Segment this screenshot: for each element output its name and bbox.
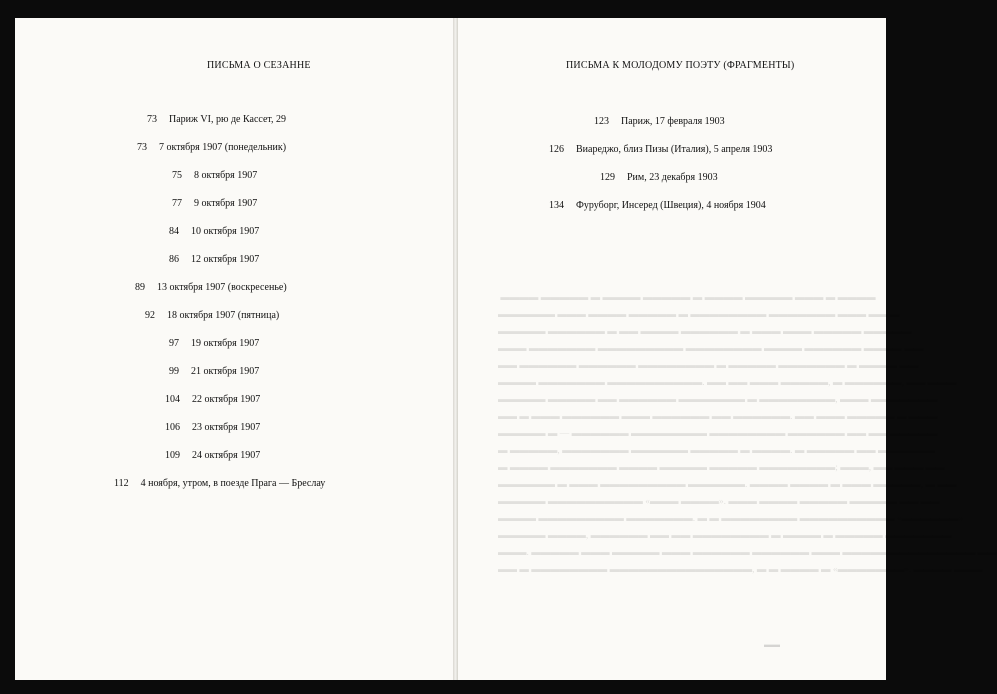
show-through-text: ▬▬▬▬ ▬▬▬▬▬ ▬ ▬▬▬▬ ▬▬▬▬▬ ▬ ▬▬▬▬ ▬▬▬▬▬ ▬▬▬ ▬ ▬▬▬▬ ▬▬▬▬▬▬ ▬▬▬ ▬▬▬▬ ▬▬▬▬▬ ▬ ▬▬▬▬▬▬▬▬ ▬▬▬▬▬▬▬ ▬▬▬ ▬▬ ▬ ▬▬▬▬▬ ▬▬▬▬▬▬ ▬ ▬▬ ▬▬▬▬ ▬▬▬▬▬▬ ▬ ▬▬▬ ▬▬▬ ▬▬▬▬▬ ▬▬▬▬▬ ▬▬▬ ▬▬▬▬▬▬▬ ▬▬▬▬▬▬▬▬▬ ▬▬▬▬▬▬▬▬ ▬▬▬▬ ▬▬▬▬▬▬ ▬▬▬▬ ▬▬ ▬▬ ▬▬▬▬▬▬ ▬▬▬▬▬▬ ▬▬▬▬▬▬▬▬ ▬ ▬▬▬▬▬ ▬▬▬▬▬▬▬ ▬ ▬▬▬▬ ▬▬ ▬▬▬▬ ▬▬▬▬▬▬▬ ▬▬▬▬▬▬▬▬▬▬. ▬▬ ▬▬ ▬▬▬ ▬▬▬▬▬, ▬ ▬▬▬▬▬▬, ▬▬ ▬▬▬ ▬▬▬▬▬ ▬▬▬▬▬ ▬▬ ▬▬▬▬▬▬ ▬▬▬▬▬▬▬ ▬ ▬▬▬▬▬▬▬▬, ▬▬▬ ▬▬▬▬▬▬▬ ▬▬ ▬ ▬▬▬ ▬▬▬▬▬▬ ▬▬▬ ▬▬▬▬▬▬ ▬▬ ▬▬▬▬▬▬. ▬▬ ▬▬▬ ▬▬▬▬▬ ▬ ▬▬▬ ▬▬▬▬▬ ▬ — ▬▬▬▬▬▬ ▬▬▬▬▬▬▬▬ ▬▬▬▬▬▬▬▬ ▬▬▬▬▬▬ ▬▬ ▬▬ ▬▬▬▬▬ ▬ ▬▬▬▬▬, ▬▬▬▬▬▬▬ ▬▬▬▬▬▬ ▬▬▬▬▬ ▬ ▬▬▬▬. ▬ ▬▬▬▬▬ ▬▬ ▬▬▬▬▬▬ ▬ ▬▬▬▬ ▬▬▬▬▬▬▬ ▬▬▬▬ ▬▬▬▬▬ ▬▬▬▬▬ ▬▬▬▬▬▬▬▬; ▬▬▬, ▬▬ ▬▬▬ ▬▬ ▬▬▬▬▬▬ ▬ ▬▬▬ ▬▬▬▬▬▬▬▬▬ ▬▬▬▬▬▬. ▬▬▬▬ ▬▬▬▬ ▬ ▬▬▬ ▬▬▬▬▬, ▬ ▬▬ ▬▬▬▬▬ ▬▬▬▬▬▬▬▬▬▬ «▬▬▬ ▬▬▬▬». ▬▬▬ ▬▬▬▬ ▬▬▬▬▬ ▬▬▬▬▬ ▬▬ ▬▬ ▬▬▬▬ ▬▬▬▬▬▬▬▬▬ ▬▬▬▬▬▬▬. ▬ ▬ ▬▬▬▬▬▬▬▬ ▬▬▬▬▬▬▬▬▬▬ «▬▬▬▬▬▬» ▬▬▬▬▬ ▬▬▬▬, ▬▬▬▬▬▬ ▬▬ ▬▬ ▬▬▬▬▬▬▬▬ ▬ ▬▬▬▬ ▬ ▬▬▬▬▬ ▬▬▬▬▬▬▬ ▬▬▬. ▬▬▬▬▬ ▬▬▬ ▬▬▬▬▬ ▬▬▬ ▬▬▬▬▬▬ ▬▬▬▬▬▬ ▬▬▬ ▬▬▬▬▬▬▬▬▬▬▬▬▬▬ ▬▬ ▬▬ ▬ ▬▬▬▬▬▬▬▬ ▬▬▬▬▬▬▬▬▬▬▬▬▬▬▬, ▬ ▬ ▬▬▬▬ ▬ «▬▬▬▬▬▬▬». ▬▬▬▬ ▬▬▬ — [498, 293, 997, 575]
toc-entry — [169, 366, 259, 377]
toc-entry — [145, 310, 279, 321]
toc-entry-text: 21 октября 1907 — [191, 366, 260, 377]
toc-entry — [114, 478, 325, 489]
toc-entry-text: Париж, 17 февраля 1903 — [621, 116, 725, 127]
toc-entry-text: 10 октября 1907 — [191, 226, 260, 237]
toc-entry — [549, 144, 772, 155]
toc-entry-text: 13 октября 1907 (воскресенье) — [157, 282, 287, 293]
toc-page-number: 134 — [549, 200, 564, 211]
toc-page-number: 109 — [165, 450, 180, 461]
toc-entry — [169, 226, 259, 237]
toc-entry — [549, 200, 766, 211]
toc-entry — [165, 394, 260, 405]
toc-page-number: 73 — [147, 114, 157, 125]
toc-entry — [165, 450, 260, 461]
toc-entry-text: 22 октября 1907 — [192, 394, 261, 405]
toc-entry-text: 18 октября 1907 (пятница) — [167, 310, 280, 321]
toc-entry — [135, 282, 287, 293]
toc-page-number: 89 — [135, 282, 145, 293]
toc-entry-text: Фуруборг, Инсеред (Швеция), 4 ноября 1904 — [576, 200, 766, 211]
toc-page-number: 86 — [169, 254, 179, 265]
toc-page-number: 123 — [594, 116, 609, 127]
show-through-page-number: ▬▬ — [764, 640, 780, 649]
toc-entry-text: 19 октября 1907 — [191, 338, 260, 349]
toc-page-number: 112 — [114, 478, 129, 489]
toc-entry — [169, 338, 259, 349]
toc-entry — [594, 116, 725, 127]
toc-entry-text: 7 октября 1907 (понедельник) — [159, 142, 287, 153]
left-page-title: ПИСЬМА О СЕЗАННЕ — [207, 60, 311, 71]
toc-page-number: 129 — [600, 172, 615, 183]
toc-entry-text: 12 октября 1907 — [191, 254, 260, 265]
toc-entry — [165, 422, 260, 433]
toc-page-number: 97 — [169, 338, 179, 349]
toc-entry-text: Виареджо, близ Пизы (Италия), 5 апреля 1903 — [576, 144, 773, 155]
toc-entry — [169, 254, 259, 265]
toc-entry — [172, 170, 257, 181]
toc-page-number: 126 — [549, 144, 564, 155]
toc-entry-text: 24 октября 1907 — [192, 450, 261, 461]
toc-page-number: 99 — [169, 366, 179, 377]
toc-entry-text: 4 ноября, утром, в поезде Прага — Бреслау — [140, 478, 326, 489]
left-page — [15, 18, 454, 680]
right-page — [458, 18, 997, 680]
toc-entry-text: 9 октября 1907 — [194, 198, 258, 209]
toc-page-number: 84 — [169, 226, 179, 237]
toc-page-number: 104 — [165, 394, 180, 405]
toc-page-number: 73 — [137, 142, 147, 153]
toc-entry-text: Париж VI, рю де Кассет, 29 — [169, 114, 287, 125]
toc-entry — [600, 172, 718, 183]
right-page-title: ПИСЬМА К МОЛОДОМУ ПОЭТУ (ФРАГМЕНТЫ) — [566, 60, 795, 71]
toc-entry — [137, 142, 286, 153]
toc-entry — [172, 198, 257, 209]
toc-page-number: 106 — [165, 422, 180, 433]
toc-entry-text: 8 октября 1907 — [194, 170, 258, 181]
toc-entry — [147, 114, 286, 125]
toc-entry-text: 23 октября 1907 — [192, 422, 261, 433]
toc-page-number: 75 — [172, 170, 182, 181]
toc-page-number: 92 — [145, 310, 155, 321]
toc-page-number: 77 — [172, 198, 182, 209]
toc-entry-text: Рим, 23 декабря 1903 — [627, 172, 718, 183]
